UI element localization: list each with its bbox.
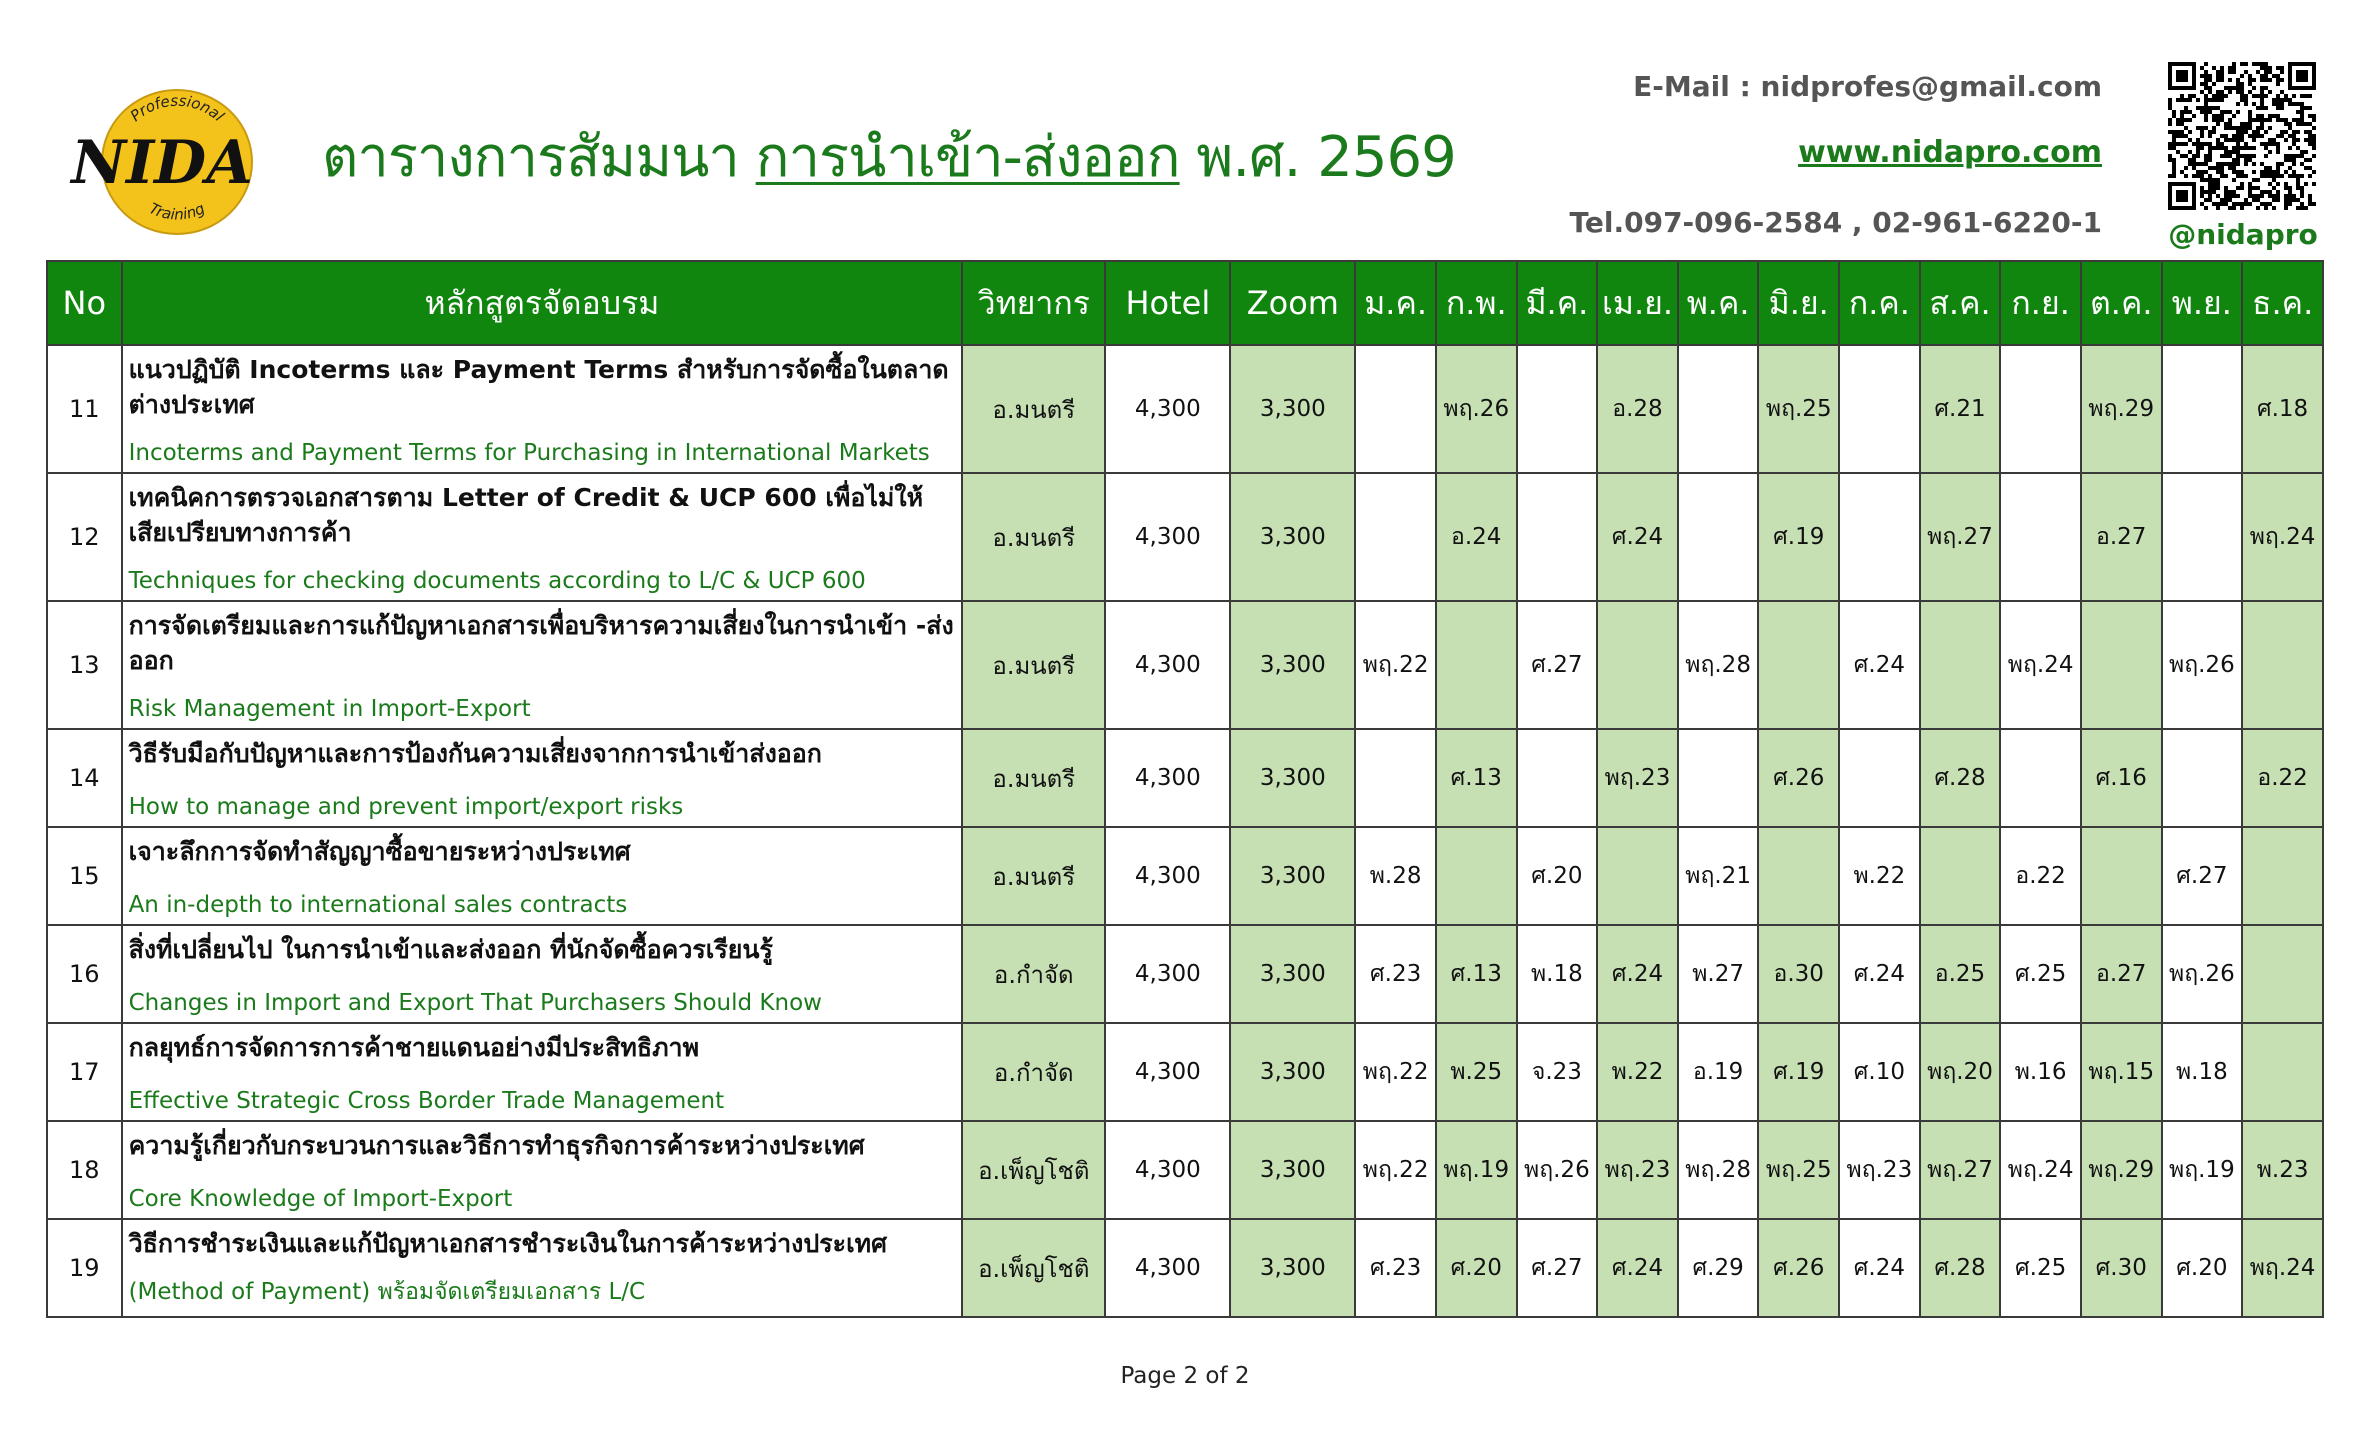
table-header-row (47, 261, 2323, 345)
row-number: 15 (47, 827, 122, 925)
table-row (47, 729, 2323, 827)
hotel-price-cell: 4,300 (1105, 345, 1230, 473)
month-date-cell (1517, 345, 1598, 473)
month-date-cell: ศ.18 (2242, 345, 2323, 473)
month-date-cell (1678, 729, 1759, 827)
month-date-cell: พ.28 (1355, 827, 1436, 925)
title-suffix: พ.ศ. 2569 (1196, 125, 1456, 190)
course-cell (122, 473, 963, 601)
month-date-cell (2162, 345, 2243, 473)
zoom-price-cell: 3,300 (1230, 345, 1355, 473)
course-cell (122, 601, 963, 729)
course-cell (122, 925, 963, 1023)
month-date-cell: พฤ.27 (1920, 473, 2001, 601)
month-date-cell: พ.18 (2162, 1023, 2243, 1121)
month-date-cell (1597, 827, 1678, 925)
month-date-cell: ศ.21 (1920, 345, 2001, 473)
zoom-price-cell: 3,300 (1230, 1121, 1355, 1219)
month-date-cell: อ.27 (2081, 473, 2162, 601)
month-date-cell (1839, 729, 1920, 827)
column-header: พ.ย. (2162, 261, 2243, 345)
hotel-price-cell: 4,300 (1105, 473, 1230, 601)
course-title-en: Effective Strategic Cross Border Trade Management (128, 1088, 725, 1114)
month-date-cell (2000, 473, 2081, 601)
zoom-price-cell: 3,300 (1230, 925, 1355, 1023)
month-date-cell (1597, 601, 1678, 729)
month-date-cell (1436, 827, 1517, 925)
column-header: มิ.ย. (1758, 261, 1839, 345)
month-date-cell: พ.27 (1678, 925, 1759, 1023)
zoom-price-cell: 3,300 (1230, 601, 1355, 729)
month-date-cell (1678, 345, 1759, 473)
month-date-cell: พ.25 (1436, 1023, 1517, 1121)
month-date-cell: ศ.24 (1597, 473, 1678, 601)
nida-logo (62, 85, 262, 240)
table-row (47, 827, 2323, 925)
month-date-cell: พฤ.19 (2162, 1121, 2243, 1219)
column-header: ส.ค. (1920, 261, 2001, 345)
month-date-cell: พ.22 (1839, 827, 1920, 925)
course-title-th: แนวปฏิบัติ Incoterms และ Payment Terms สำหรับการจัดซื้อในตลาดต่างประเทศ (128, 355, 949, 419)
month-date-cell: พฤ.22 (1355, 601, 1436, 729)
month-date-cell: ศ.10 (1839, 1023, 1920, 1121)
table-row (47, 473, 2323, 601)
month-date-cell: ศ.13 (1436, 925, 1517, 1023)
month-date-cell: ศ.16 (2081, 729, 2162, 827)
month-date-cell: ศ.23 (1355, 1219, 1436, 1317)
month-date-cell: จ.23 (1517, 1023, 1598, 1121)
course-title-en: Techniques for checking documents according to L/C & UCP 600 (128, 568, 866, 594)
speaker-cell: อ.กำจัด (962, 925, 1105, 1023)
month-date-cell: อ.19 (1678, 1023, 1759, 1121)
course-cell (122, 1023, 963, 1121)
month-date-cell: อ.24 (1436, 473, 1517, 601)
zoom-price-cell: 3,300 (1230, 827, 1355, 925)
hotel-price-cell: 4,300 (1105, 1023, 1230, 1121)
month-date-cell (1355, 729, 1436, 827)
column-header: ต.ค. (2081, 261, 2162, 345)
month-date-cell: พ.18 (1517, 925, 1598, 1023)
month-date-cell: อ.25 (1920, 925, 2001, 1023)
month-date-cell: ศ.27 (1517, 1219, 1598, 1317)
course-title-th: เทคนิคการตรวจเอกสารตาม Letter of Credit & UCP 600 เพื่อไม่ให้เสียเปรียบทางการค้า (128, 483, 924, 547)
column-header: ก.พ. (1436, 261, 1517, 345)
month-date-cell (2242, 601, 2323, 729)
month-date-cell (1839, 473, 1920, 601)
month-date-cell: ศ.19 (1758, 1023, 1839, 1121)
course-title-en: Risk Management in Import-Export (128, 696, 531, 722)
column-header: Zoom (1230, 261, 1355, 345)
schedule-table (46, 260, 2324, 1318)
course-title-th: วิธีรับมือกับปัญหาและการป้องกันความเสี่ยงจากการนำเข้าส่งออก (128, 739, 822, 768)
month-date-cell: พ.16 (2000, 1023, 2081, 1121)
month-date-cell: อ.22 (2000, 827, 2081, 925)
month-date-cell: ศ.24 (1839, 1219, 1920, 1317)
month-date-cell: พฤ.25 (1758, 1121, 1839, 1219)
month-date-cell (1920, 601, 2001, 729)
month-date-cell (1517, 729, 1598, 827)
course-cell (122, 345, 963, 473)
speaker-cell: อ.มนตรี (962, 473, 1105, 601)
month-date-cell: พฤ.15 (2081, 1023, 2162, 1121)
column-header: No (47, 261, 122, 345)
month-date-cell: ศ.26 (1758, 729, 1839, 827)
column-header: Hotel (1105, 261, 1230, 345)
row-number: 11 (47, 345, 122, 473)
speaker-cell: อ.มนตรี (962, 827, 1105, 925)
month-date-cell (1436, 601, 1517, 729)
hotel-price-cell: 4,300 (1105, 1121, 1230, 1219)
course-title-en: How to manage and prevent import/export risks (128, 794, 684, 820)
zoom-price-cell: 3,300 (1230, 729, 1355, 827)
hotel-price-cell: 4,300 (1105, 1219, 1230, 1317)
month-date-cell: พฤ.19 (1436, 1121, 1517, 1219)
column-header: หลักสูตรจัดอบรม (122, 261, 963, 345)
logo-brand: NIDA (71, 128, 253, 198)
month-date-cell: ศ.20 (1436, 1219, 1517, 1317)
row-number: 18 (47, 1121, 122, 1219)
speaker-cell: อ.มนตรี (962, 345, 1105, 473)
title-highlight: การนำเข้า-ส่งออก (755, 125, 1180, 190)
month-date-cell: ศ.24 (1839, 925, 1920, 1023)
month-date-cell: พฤ.23 (1597, 729, 1678, 827)
table-row (47, 601, 2323, 729)
speaker-cell: อ.มนตรี (962, 601, 1105, 729)
website-link[interactable]: www.nidapro.com (1798, 135, 2102, 170)
month-date-cell: ศ.19 (1758, 473, 1839, 601)
column-header: ธ.ค. (2242, 261, 2323, 345)
month-date-cell: พฤ.26 (2162, 925, 2243, 1023)
month-date-cell: พฤ.24 (2242, 473, 2323, 601)
column-header: ก.ย. (2000, 261, 2081, 345)
month-date-cell (2000, 729, 2081, 827)
hotel-price-cell: 4,300 (1105, 827, 1230, 925)
table-row (47, 345, 2323, 473)
month-date-cell: พฤ.23 (1839, 1121, 1920, 1219)
course-title-en: Changes in Import and Export That Purchasers Should Know (128, 990, 822, 1016)
month-date-cell: ศ.27 (2162, 827, 2243, 925)
row-number: 13 (47, 601, 122, 729)
month-date-cell: ศ.24 (1839, 601, 1920, 729)
month-date-cell: พฤ.24 (2242, 1219, 2323, 1317)
table-row (47, 1023, 2323, 1121)
course-title-th: การจัดเตรียมและการแก้ปัญหาเอกสารเพื่อบริหารความเสี่ยงในการนำเข้า -ส่งออก (128, 611, 954, 675)
month-date-cell: ศ.30 (2081, 1219, 2162, 1317)
course-title-en: Incoterms and Payment Terms for Purchasing in International Markets (128, 440, 930, 466)
column-header: เม.ย. (1597, 261, 1678, 345)
table-row (47, 1121, 2323, 1219)
month-date-cell (2081, 601, 2162, 729)
speaker-cell: อ.เพ็ญโชติ (962, 1219, 1105, 1317)
month-date-cell: พ.22 (1597, 1023, 1678, 1121)
zoom-price-cell: 3,300 (1230, 473, 1355, 601)
month-date-cell: พฤ.27 (1920, 1121, 2001, 1219)
month-date-cell (1758, 601, 1839, 729)
course-cell (122, 1121, 963, 1219)
logo-bottom-text: Training (146, 199, 208, 224)
zoom-price-cell: 3,300 (1230, 1219, 1355, 1317)
row-number: 16 (47, 925, 122, 1023)
month-date-cell: พฤ.25 (1758, 345, 1839, 473)
course-title-th: ความรู้เกี่ยวกับกระบวนการและวิธีการทำธุรกิจการค้าระหว่างประเทศ (128, 1131, 865, 1160)
month-date-cell: ศ.20 (2162, 1219, 2243, 1317)
column-header: มี.ค. (1517, 261, 1598, 345)
month-date-cell: พฤ.28 (1678, 1121, 1759, 1219)
month-date-cell: ศ.24 (1597, 1219, 1678, 1317)
month-date-cell: ศ.13 (1436, 729, 1517, 827)
speaker-cell: อ.เพ็ญโชติ (962, 1121, 1105, 1219)
month-date-cell: ศ.23 (1355, 925, 1436, 1023)
month-date-cell (1839, 345, 1920, 473)
month-date-cell: อ.30 (1758, 925, 1839, 1023)
course-title-en: An in-depth to international sales contracts (128, 892, 628, 918)
course-title-th: เจาะลึกการจัดทำสัญญาซื้อขายระหว่างประเทศ (128, 837, 631, 866)
page-number: Page 2 of 2 (1120, 1363, 1250, 1389)
month-date-cell (1920, 827, 2001, 925)
month-date-cell: อ.22 (2242, 729, 2323, 827)
zoom-price-cell: 3,300 (1230, 1023, 1355, 1121)
qr-code-icon (2168, 62, 2316, 210)
month-date-cell: พฤ.29 (2081, 345, 2162, 473)
course-title-th: สิ่งที่เปลี่ยนไป ในการนำเข้าและส่งออก ที่นักจัดซื้อควรเรียนรู้ (128, 935, 773, 964)
month-date-cell: ศ.27 (1517, 601, 1598, 729)
month-date-cell: ศ.28 (1920, 1219, 2001, 1317)
month-date-cell (2081, 827, 2162, 925)
month-date-cell: อ.28 (1597, 345, 1678, 473)
course-cell (122, 729, 963, 827)
month-date-cell: พ.23 (2242, 1121, 2323, 1219)
course-title-th: กลยุทธ์การจัดการการค้าชายแดนอย่างมีประสิทธิภาพ (128, 1033, 700, 1062)
row-number: 19 (47, 1219, 122, 1317)
row-number: 17 (47, 1023, 122, 1121)
month-date-cell (2242, 925, 2323, 1023)
month-date-cell (1355, 345, 1436, 473)
row-number: 12 (47, 473, 122, 601)
column-header: ม.ค. (1355, 261, 1436, 345)
month-date-cell (1758, 827, 1839, 925)
month-date-cell: พฤ.29 (2081, 1121, 2162, 1219)
month-date-cell: พฤ.21 (1678, 827, 1759, 925)
month-date-cell (1517, 473, 1598, 601)
course-cell (122, 1219, 963, 1317)
month-date-cell (2162, 473, 2243, 601)
month-date-cell: พฤ.26 (1517, 1121, 1598, 1219)
course-title-en: Core Knowledge of Import-Export (128, 1186, 513, 1212)
month-date-cell: พฤ.23 (1597, 1121, 1678, 1219)
page-title (322, 112, 1456, 192)
month-date-cell: พฤ.26 (1436, 345, 1517, 473)
month-date-cell: พฤ.22 (1355, 1121, 1436, 1219)
month-date-cell: ศ.24 (1597, 925, 1678, 1023)
month-date-cell: พฤ.22 (1355, 1023, 1436, 1121)
column-header: วิทยากร (962, 261, 1105, 345)
month-date-cell: ศ.20 (1517, 827, 1598, 925)
month-date-cell: พฤ.28 (1678, 601, 1759, 729)
course-title-th: วิธีการชำระเงินและแก้ปัญหาเอกสารชำระเงินในการค้าระหว่างประเทศ (128, 1229, 888, 1258)
month-date-cell: ศ.29 (1678, 1219, 1759, 1317)
month-date-cell: พฤ.26 (2162, 601, 2243, 729)
logo-top-text: Professional (126, 91, 228, 126)
month-date-cell: ศ.25 (2000, 1219, 2081, 1317)
contact-email: E-Mail : nidprofes@gmail.com (1633, 70, 2102, 103)
hotel-price-cell: 4,300 (1105, 601, 1230, 729)
table-row (47, 925, 2323, 1023)
speaker-cell: อ.กำจัด (962, 1023, 1105, 1121)
title-prefix: ตารางการสัมมนา (322, 125, 739, 190)
month-date-cell: พฤ.20 (1920, 1023, 2001, 1121)
hotel-price-cell: 4,300 (1105, 729, 1230, 827)
month-date-cell: ศ.26 (1758, 1219, 1839, 1317)
month-date-cell (2162, 729, 2243, 827)
speaker-cell: อ.มนตรี (962, 729, 1105, 827)
line-id: @nidapro (2168, 218, 2318, 251)
month-date-cell: พฤ.24 (2000, 601, 2081, 729)
month-date-cell: ศ.25 (2000, 925, 2081, 1023)
course-title-en: (Method of Payment) พร้อมจัดเตรียมเอกสาร L/C (128, 1279, 646, 1305)
month-date-cell (1355, 473, 1436, 601)
month-date-cell (2242, 1023, 2323, 1121)
column-header: พ.ค. (1678, 261, 1759, 345)
month-date-cell: อ.27 (2081, 925, 2162, 1023)
table-row (47, 1219, 2323, 1317)
course-cell (122, 827, 963, 925)
contact-tel: Tel.097-096-2584 , 02-961-6220-1 (1569, 206, 2102, 239)
column-header: ก.ค. (1839, 261, 1920, 345)
month-date-cell (2000, 345, 2081, 473)
month-date-cell (2242, 827, 2323, 925)
month-date-cell: พฤ.24 (2000, 1121, 2081, 1219)
hotel-price-cell: 4,300 (1105, 925, 1230, 1023)
month-date-cell: ศ.28 (1920, 729, 2001, 827)
month-date-cell (1678, 473, 1759, 601)
row-number: 14 (47, 729, 122, 827)
